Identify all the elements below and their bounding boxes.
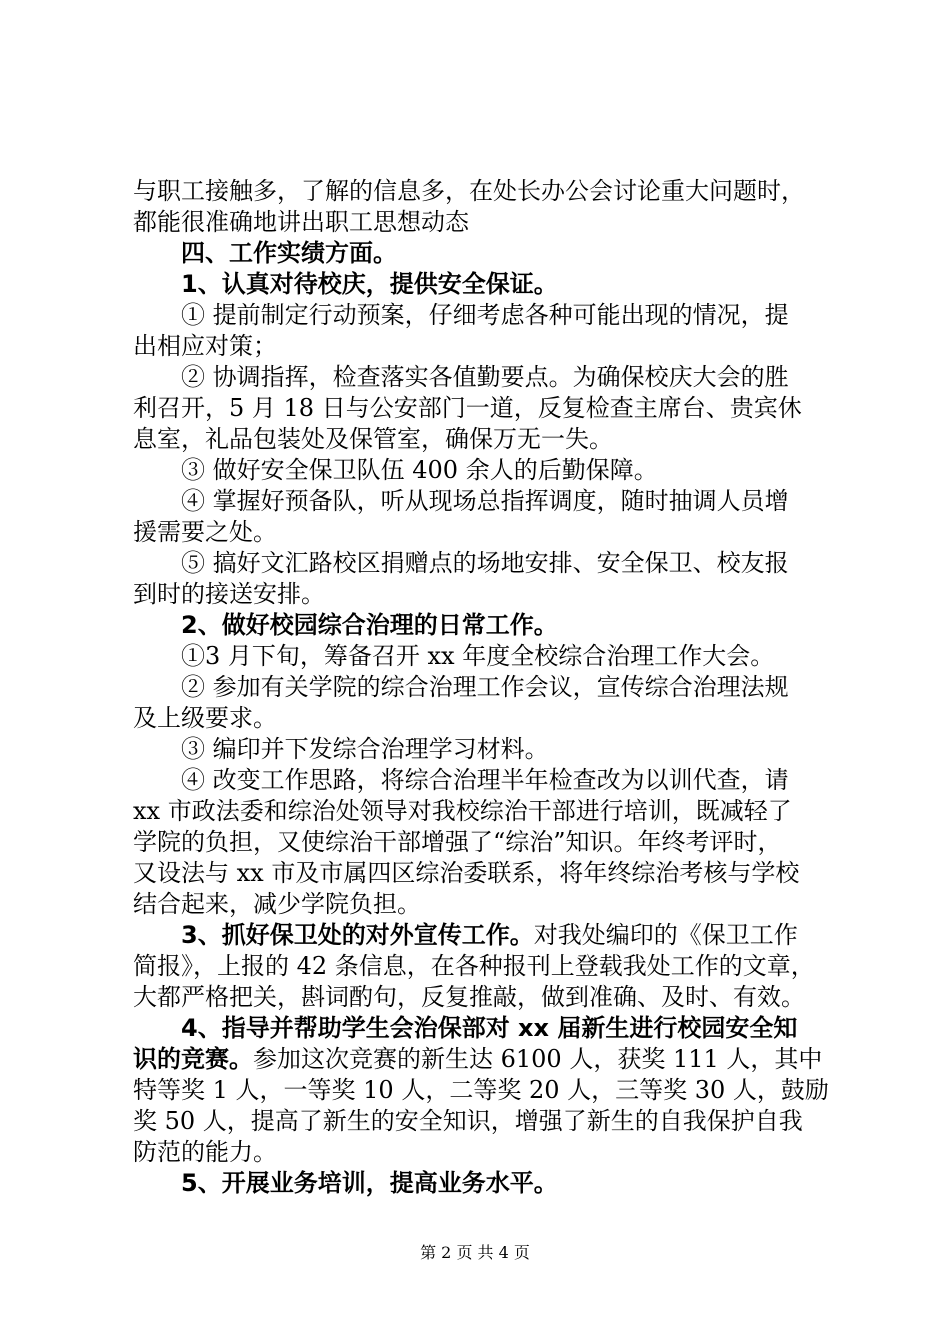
- subheading-1: [133, 269, 837, 300]
- text-line: 到时的接送安排。: [133, 580, 325, 608]
- text-line: [133, 1044, 837, 1075]
- heading-text: 5、开展业务培训，提高业务水平。: [181, 1169, 558, 1197]
- subheading-5: [133, 1168, 837, 1199]
- text-line: 4、指导并帮助学生会治保部对 xx 届新生进行校园安全知: [181, 1014, 798, 1042]
- heading-text: 2、做好校园综合治理的日常工作。: [181, 611, 558, 639]
- item-3: [133, 455, 837, 486]
- paragraph-intro: [133, 176, 837, 238]
- text-line: [133, 920, 837, 951]
- text-line: 防范的能力。: [133, 1138, 277, 1166]
- text-line: 利召开，5 月 18 日与公安部门一道，反复检查主席台、贵宾休: [133, 394, 802, 422]
- text-line: 大都严格把关，斟词酌句，反复推敲，做到准确、及时、有效。: [133, 983, 805, 1011]
- text-line: 简报》，上报的 42 条信息，在各种报刊上登载我处工作的文章，: [133, 952, 815, 980]
- text-line: ② 参加有关学院的综合治理工作会议，宣传综合治理法规: [181, 673, 789, 701]
- item-2-2: [133, 672, 837, 734]
- body-text: 对我处编印的《保卫工作: [533, 921, 798, 949]
- text-line: ③ 做好安全保卫队伍 400 余人的后勤保障。: [181, 456, 658, 484]
- text-line: 与职工接触多，了解的信息多，在处长办公会讨论重大问题时，: [133, 177, 805, 205]
- text-line: ⑤ 搞好文汇路校区捐赠点的场地安排、安全保卫、校友报: [181, 549, 789, 577]
- text-line: ①3 月下旬，筹备召开 xx 年度全校综合治理工作大会。: [181, 642, 775, 670]
- text-line: 息室，礼品包装处及保管室，确保万无一失。: [133, 425, 613, 453]
- item-5: [133, 548, 837, 610]
- paragraph-publicity: [133, 920, 837, 1013]
- item-2-1: [133, 641, 837, 672]
- text-line: 都能很准确地讲出职工思想动态: [133, 208, 469, 236]
- body-text: 参加这次竞赛的新生达 6100 人，获奖 111 人，其中: [253, 1045, 823, 1073]
- item-2: [133, 362, 837, 455]
- text-line: 特等奖 1 人，一等奖 10 人，二等奖 20 人，三等奖 30 人，鼓励: [133, 1076, 829, 1104]
- heading-text: 四、工作实绩方面。: [181, 239, 397, 267]
- document-body: [133, 176, 837, 1199]
- item-2-4: [133, 765, 837, 920]
- item-2-3: [133, 734, 837, 765]
- paragraph-competition: [133, 1013, 837, 1168]
- item-4: [133, 486, 837, 548]
- item-1: [133, 300, 837, 362]
- heading-text: 1、认真对待校庆，提供安全保证。: [181, 270, 558, 298]
- page-number: 第 2 页 共 4 页: [420, 1243, 530, 1262]
- text-line: 结合起来，减少学院负担。: [133, 890, 421, 918]
- subheading-2: [133, 610, 837, 641]
- text-line: 又设法与 xx 市及市属四区综治委联系，将年终综治考核与学校: [133, 859, 800, 887]
- text-line: ③ 编印并下发综合治理学习材料。: [181, 735, 549, 763]
- page-footer: [0, 1240, 950, 1263]
- text-line: ④ 掌握好预备队，听从现场总指挥调度，随时抽调人员增: [181, 487, 789, 515]
- text-line: ④ 改变工作思路，将综合治理半年检查改为以训代查，请: [181, 766, 789, 794]
- heading-text: 识的竞赛。: [133, 1045, 253, 1073]
- section-heading-4: [133, 238, 837, 269]
- heading-text: 3、抓好保卫处的对外宣传工作。: [181, 921, 534, 949]
- text-line: 援需要之处。: [133, 518, 277, 546]
- text-line: 奖 50 人，提高了新生的安全知识，增强了新生的自我保护自我: [133, 1107, 803, 1135]
- text-line: 学院的负担，又使综治干部增强了“综治”知识。年终考评时，: [133, 828, 782, 856]
- text-line: xx 市政法委和综治处领导对我校综治干部进行培训，既减轻了: [133, 797, 792, 825]
- text-line: ② 协调指挥，检查落实各值勤要点。为确保校庆大会的胜: [181, 363, 789, 391]
- text-line: ① 提前制定行动预案，仔细考虑各种可能出现的情况，提: [181, 301, 789, 329]
- text-line: 出相应对策；: [133, 332, 277, 360]
- text-line: 及上级要求。: [133, 704, 277, 732]
